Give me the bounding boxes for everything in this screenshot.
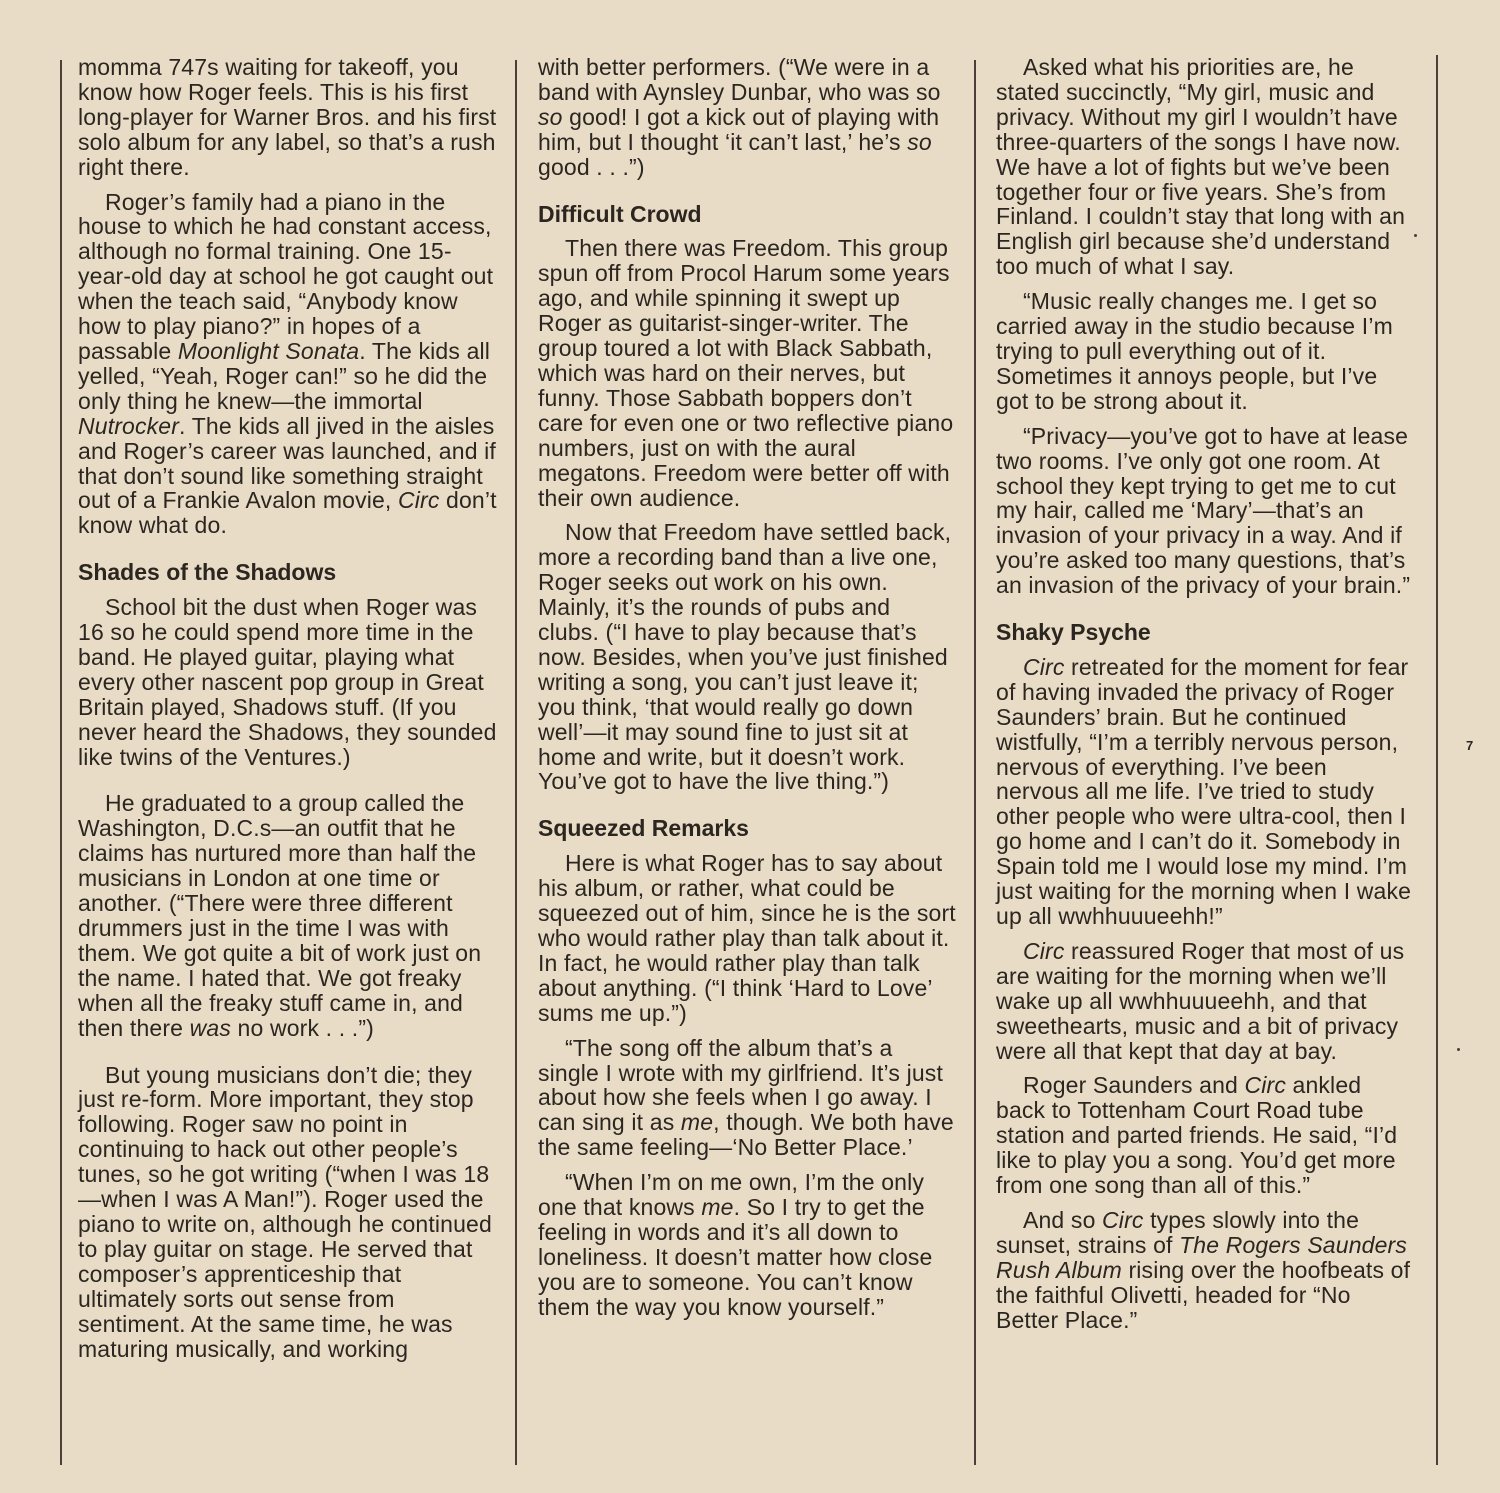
paragraph <box>78 595 500 769</box>
paragraph <box>78 791 500 1040</box>
paragraph <box>78 55 500 180</box>
italic-text: The Rogers Saunders Rush Album <box>996 1231 1407 1283</box>
text-run: Here is what Roger has to say about his album, or rather, what could be squeezed out of him, since he is the sort who would rather play than talk about it. In fact, he would rather play than talk about anything. (“I think ‘Hard to Love’ sums me up.”) <box>538 850 956 1026</box>
section-heading: Difficult Crowd <box>538 200 702 227</box>
text-run: Then there was Freedom. This group spun off from Procol Harum some years ago, and while spinning it swept up Roger as guitarist-singer-writer. The group toured a lot with Black Sabbath, which was hard on their nerves, but funny. Those Sabbath boppers don’t care for even one or two reflective piano numbers, just on with the aural megatons. Freedom were better off with their own audience. <box>538 235 954 511</box>
page-number: 7 <box>1466 738 1474 753</box>
paragraph <box>996 1073 1416 1198</box>
text-run: . The kids all jived in the aisles and Roger’s career was launched, and if that don’t sound like something straight out of a Frankie Avalon movie, <box>78 412 496 514</box>
paragraph <box>996 424 1416 598</box>
text-run: He graduated to a group called the Washington, D.C.s—an outfit that he claims has nurtured more than half the musicians in London at one time or another. (“There were three different drummers just in the time I was with them. We got quite a bit of work just on the name. I hated that. We got freaky when all the freaky stuff came in, and then there <box>78 790 482 1041</box>
text-run: don’t know what do. <box>78 487 497 539</box>
text-run: . So I try to get the feeling in words and it’s all down to loneliness. It doesn’t matter how close you are to someone. You can’t know them the way you know yourself.” <box>538 1194 933 1320</box>
italic-text: Circ <box>1023 653 1065 680</box>
article-column-1 <box>78 55 500 1371</box>
column-rule-right <box>1436 55 1438 1465</box>
text-run: . The kids all yelled, “Yeah, Roger can!” so he did the only thing he knew—the immortal <box>78 337 491 414</box>
italic-text: Circ <box>1023 937 1065 964</box>
text-run: with better performers. (“We were in a band with Aynsley Dunbar, who was so <box>538 54 941 105</box>
text-run: reassured Roger that most of us are waiting for the morning when we’ll wake up all wwhhuuueehh, and that sweethearts, music and a bit of privacy were all that kept that day at bay. <box>996 937 1405 1064</box>
paragraph <box>996 655 1416 929</box>
text-run: “Privacy—you’ve got to have at lease two rooms. I’ve only got one room. At school they kept trying to get me to cut my hair, called me ‘Mary’—that’s an invasion of your privacy in a way. And if you’re asked too many questions, that’s an invasion of the privacy of your brain.” <box>996 422 1411 599</box>
text-run: “The song off the album that’s a single I wrote with my girlfriend. It’s just about how she feels when I go away. I can sing it as <box>538 1034 943 1136</box>
italic-text: me <box>701 1194 734 1221</box>
section-heading: Shaky Psyche <box>996 619 1151 646</box>
speck <box>1457 1048 1460 1051</box>
text-run: “When I’m on me own, I’m the only one that knows <box>538 1169 925 1221</box>
paragraph <box>538 520 956 794</box>
article-column-3 <box>996 55 1416 1343</box>
paragraph <box>538 851 956 1025</box>
text-run: School bit the dust when Roger was 16 so he could spend more time in the band. He played guitar, playing what every other nascent pop group in Great Britain played, Shadows stuff. (If you never heard the Shadows, they sounded like twins of the Ventures.) <box>78 594 497 770</box>
text-run: Now that Freedom have settled back, more a recording band than a live one, Roger seeks out work on his own. Mainly, it’s the rounds of pubs and clubs. (“I have to play because that’s now. Besides, when you’ve just finished writing a song, you can’t just leave it; you think, ‘that would really go down well’—it may sound fine to just sit at home and write, but it doesn’t work. You’ve got to have the live thing.”) <box>538 519 952 795</box>
paragraph <box>538 236 956 510</box>
article-column-2 <box>538 55 956 1330</box>
paragraph <box>996 939 1416 1064</box>
text-run: no work . . .”) <box>230 1014 374 1041</box>
italic-text: so <box>907 128 932 155</box>
column-rule-1 <box>515 60 517 1465</box>
italic-text: so <box>538 103 563 130</box>
text-run: And so <box>1023 1206 1103 1233</box>
paragraph <box>996 289 1416 414</box>
italic-text: Moonlight Sonata <box>177 337 360 364</box>
column-rule-2 <box>974 60 976 1465</box>
paragraph <box>78 1063 500 1362</box>
italic-text: was <box>189 1014 231 1041</box>
italic-text: Circ <box>398 487 440 514</box>
paragraph <box>538 1170 956 1319</box>
section-heading: Shades of the Shadows <box>78 559 337 586</box>
italic-text: Nutrocker <box>78 412 180 439</box>
italic-text: me <box>680 1109 714 1136</box>
paragraph <box>78 190 500 539</box>
italic-text: Circ <box>1244 1072 1286 1099</box>
paragraph <box>538 1036 956 1161</box>
text-run: ankled back to Tottenham Court Road tube station and parted friends. He said, “I’d like to play you a song. You’d get more from one song than all of this.” <box>996 1072 1398 1199</box>
section-heading: Squeezed Remarks <box>538 815 749 842</box>
text-run: Asked what his priorities are, he stated succinctly, “My girl, music and privacy. Without my girl I wouldn’t have three-quarters of the songs I have now. We have a lot of fights but we’ve been together four or five years. She’s from Finland. I couldn’t stay that long with an English girl because she’d understand too much of what I say. <box>996 54 1406 280</box>
text-run: , though. We both have the same feeling—‘No Better Place.’ <box>538 1109 954 1161</box>
paragraph <box>996 55 1416 279</box>
text-run: rising over the hoofbeats of the faithful Olivetti, headed for “No Better Place.” <box>996 1256 1411 1333</box>
text-run: good! I got a kick out of playing with him, but I thought ‘it can’t last,’ he’s <box>538 103 940 155</box>
text-run: “Music really changes me. I get so carried away in the studio because I’m trying to pull everything out of it. Sometimes it annoys people, but I’ve got to be strong about it. <box>996 288 1393 414</box>
paragraph <box>538 55 956 180</box>
text-run: types slowly into the sunset, strains of <box>996 1206 1360 1258</box>
text-run: momma 747s waiting for takeoff, you know how Roger feels. This is his first long-player for Warner Bros. and his first solo album for any label, so that’s a rush right there. <box>78 54 497 180</box>
text-run: But young musicians don’t die; they just re-form. More important, they stop following. Roger saw no point in continuing to hack out other people’s tunes, so he got writing (“when I was 18—when I was A Man!”). Roger used the piano to write on, although he continued to play guitar on stage. He served that composer’s apprenticeship that ultimately sorts out sense from sentiment. At the same time, he was maturing musically, and working <box>78 1061 492 1362</box>
italic-text: Circ <box>1102 1206 1144 1233</box>
text-run: Roger’s family had a piano in the house to which he had constant access, although no formal training. One 15-year-old day at school he got caught out when the teach said, “Anybody know how to play piano?” in hopes of a passable <box>78 188 494 364</box>
column-rule-left <box>60 60 62 1465</box>
paragraph <box>996 1208 1416 1333</box>
text-run: retreated for the moment for fear of having invaded the privacy of Roger Saunders’ brain. But he continued wistfully, “I’m a terribly nervous person, nervous of everything. I’ve been nervous all me life. I’ve tried to study other people who were ultra-cool, then I go home and I can’t do it. Somebody in Spain told me I would lose my mind. I’m just waiting for the morning when I wake up all wwhhuuueehh!” <box>996 653 1412 929</box>
text-run: Roger Saunders and <box>1023 1072 1245 1099</box>
text-run: good . . .”) <box>538 153 645 180</box>
